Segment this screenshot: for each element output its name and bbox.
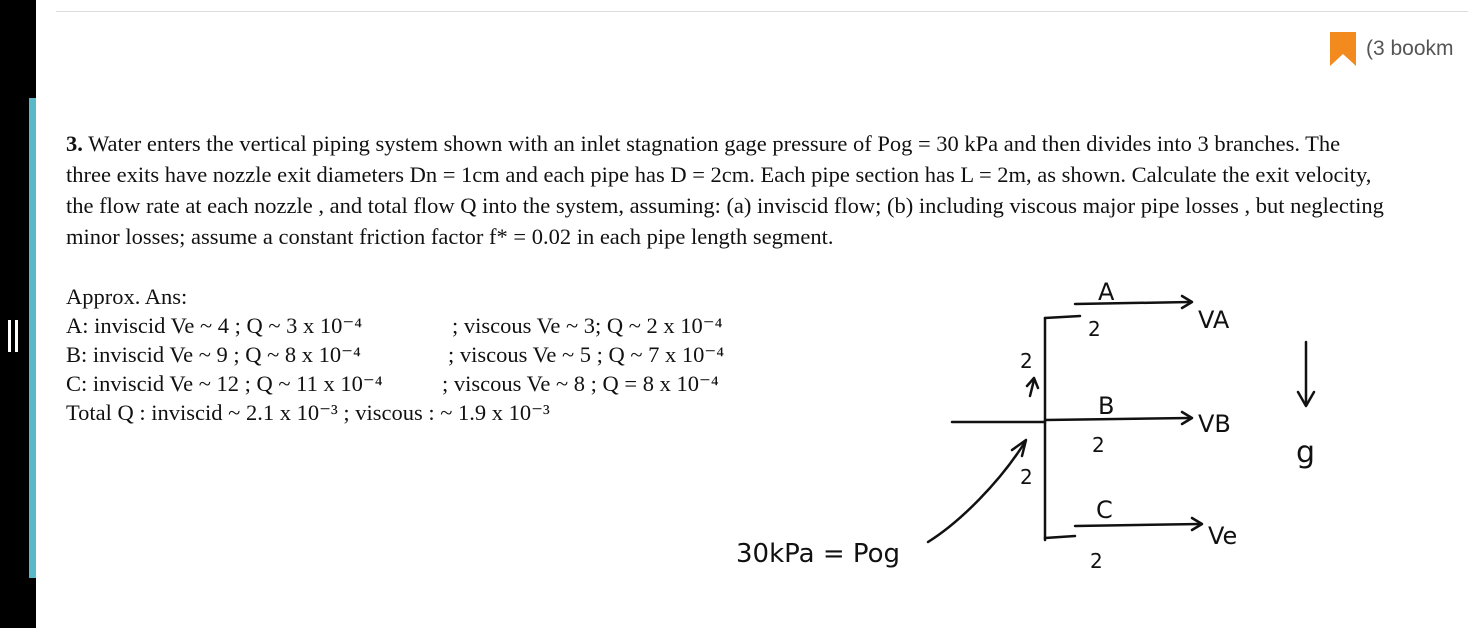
answer-a-viscous: ; viscous Ve ~ 3; Q ~ 2 x 10⁻⁴ bbox=[452, 313, 723, 338]
pressure-label: 30kPa = Pog bbox=[736, 539, 901, 569]
answers-title: Approx. Ans: bbox=[66, 284, 188, 309]
velocity-label-a: VA bbox=[1198, 306, 1230, 334]
length-label-a: 2 bbox=[1088, 317, 1101, 341]
answer-b-inviscid: B: inviscid Ve ~ 9 ; Q ~ 8 x 10⁻⁴ bbox=[66, 342, 361, 367]
problem-number: 3. bbox=[66, 131, 83, 156]
length-label-b: 2 bbox=[1092, 433, 1105, 457]
branch-a-pipe bbox=[1045, 316, 1080, 318]
piping-diagram bbox=[730, 272, 1350, 592]
branch-label-a: A bbox=[1098, 278, 1115, 306]
flow-arrow-b bbox=[1045, 418, 1190, 420]
answer-total: Total Q : inviscid ~ 2.1 x 10⁻³ ; viscous : ~ 1.9 x 10⁻³ bbox=[66, 400, 550, 425]
answer-b-viscous: ; viscous Ve ~ 5 ; Q ~ 7 x 10⁻⁴ bbox=[448, 342, 725, 367]
bookmark-label[interactable]: (3 bookm bbox=[1366, 37, 1454, 60]
answer-c-inviscid: C: inviscid Ve ~ 12 ; Q ~ 11 x 10⁻⁴ bbox=[66, 371, 383, 396]
flow-arrow-c bbox=[1075, 524, 1200, 526]
velocity-label-b: VB bbox=[1198, 410, 1231, 438]
problem-text: Water enters the vertical piping system shown with an inlet stagnation gage pressure of Pog = 30 kPa and then divides into 3 branches. The three exits have nozzle exit diameters Dn = 1cm and each pipe has D = 2cm. Each pipe section has L = 2m, as shown. Calculate the exit velocity, the flow rate at each nozzle , and total flow Q into the system, assuming: (a) inviscid flow; (b) including viscous major pipe losses , but neglecting minor losses; assume a constant friction factor f* = 0.02 in each pipe length segment. bbox=[66, 131, 1384, 249]
pressure-leader bbox=[928, 442, 1025, 542]
answer-a-inviscid: A: inviscid Ve ~ 4 ; Q ~ 3 x 10⁻⁴ bbox=[66, 313, 363, 338]
problem-statement bbox=[66, 128, 1386, 252]
length-label-c: 2 bbox=[1090, 549, 1103, 573]
branch-c-pipe bbox=[1045, 536, 1075, 538]
branch-label-c: C bbox=[1096, 496, 1113, 524]
answer-c-viscous: ; viscous Ve ~ 8 ; Q = 8 x 10⁻⁴ bbox=[442, 371, 719, 396]
flow-arrow-a bbox=[1075, 302, 1190, 304]
accent-bar bbox=[29, 98, 36, 578]
velocity-label-c: Ve bbox=[1208, 522, 1238, 550]
top-divider bbox=[56, 11, 1468, 12]
gravity-label: g bbox=[1296, 435, 1316, 470]
bookmark-control[interactable] bbox=[1330, 32, 1454, 66]
length-label-upper: 2 bbox=[1020, 349, 1033, 373]
branch-label-b: B bbox=[1098, 392, 1115, 420]
bookmark-icon[interactable] bbox=[1330, 32, 1356, 66]
length-label-lower: 2 bbox=[1020, 465, 1033, 489]
sidebar-collapse-handle[interactable] bbox=[6, 320, 20, 352]
